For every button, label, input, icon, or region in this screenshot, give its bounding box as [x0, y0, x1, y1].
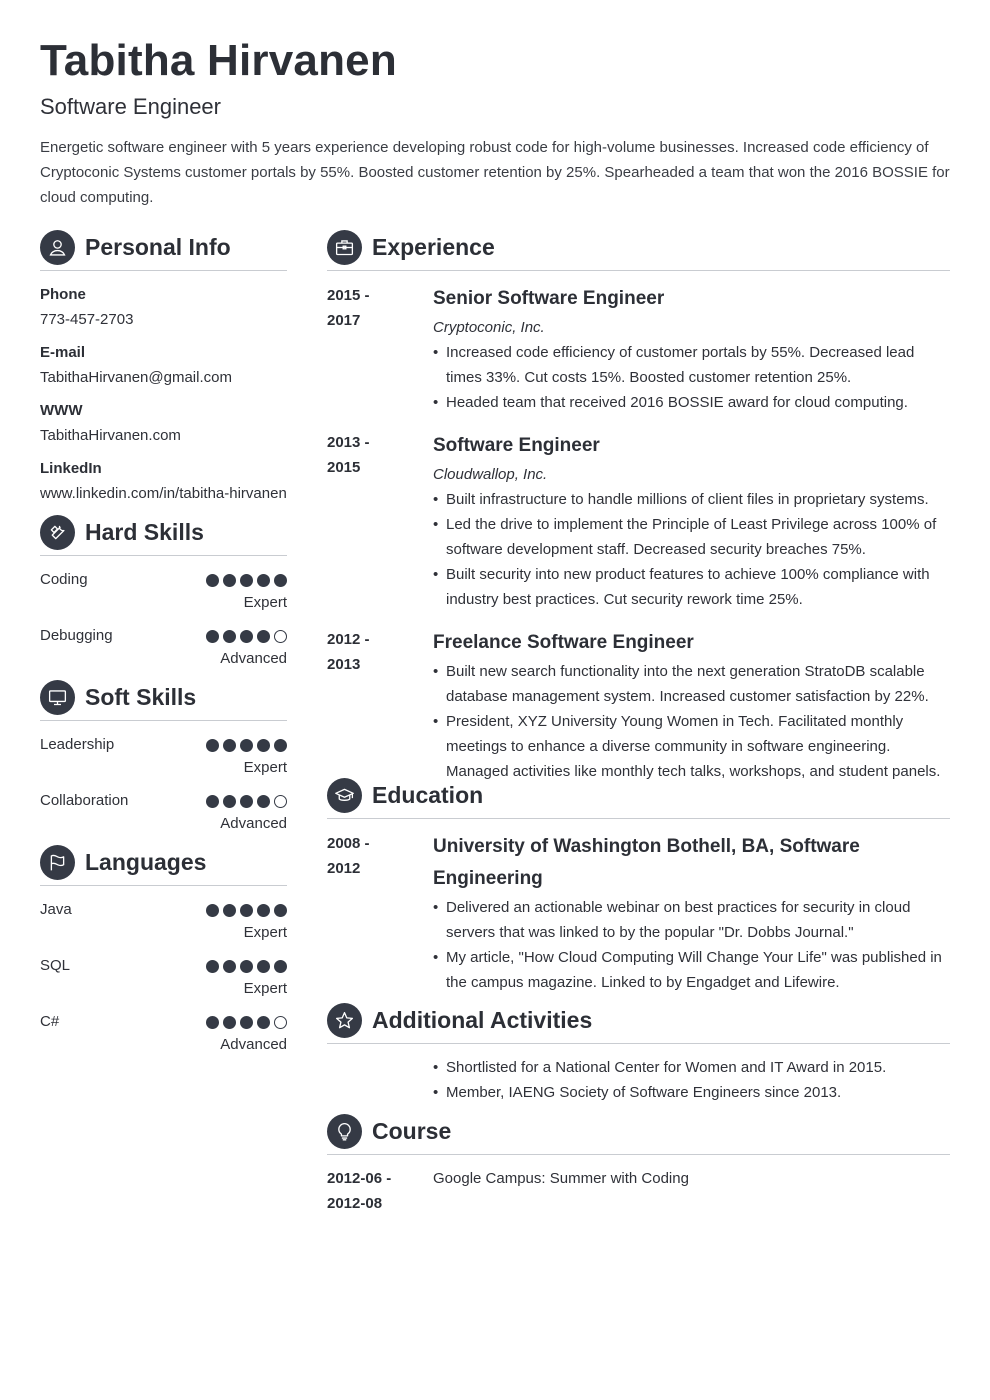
right-column	[327, 230, 950, 1212]
date-start: 2008 -	[327, 835, 370, 852]
experience-header	[327, 230, 950, 271]
info-item-www	[40, 398, 287, 456]
soft-skills-header	[40, 680, 287, 721]
info-item-linkedin	[40, 456, 287, 514]
graduation-cap-icon	[327, 778, 362, 813]
language-name: C#	[40, 1013, 60, 1030]
languages-section	[40, 845, 287, 1065]
rating-dot-filled	[206, 739, 219, 752]
entry-date	[327, 1166, 417, 1216]
bullet-item: • Shortlisted for a National Center for Women and IT Award in 2015.	[433, 1055, 950, 1080]
hard-skills-title: Hard Skills	[85, 519, 204, 545]
rating-dot-filled	[240, 904, 253, 917]
monitor-icon	[40, 680, 75, 715]
info-item-email	[40, 340, 287, 398]
tools-icon	[40, 515, 75, 550]
bullet-item: • My article, "How Cloud Computing Will Change Your Life" was published in the campus magazine. Linked to by Engadget and Lifewire.	[433, 945, 950, 995]
rating-dot-filled	[240, 574, 253, 587]
rating-dot-filled	[223, 574, 236, 587]
entry-date	[327, 283, 417, 333]
entry-date	[327, 831, 417, 881]
bullet-item: • President, XYZ University Young Women in Tech. Facilitated monthly meetings to enhance a diverse community in software engineering. Managed activities like monthly tech talks, workshops, and student panels.	[433, 709, 950, 784]
rating-dot-filled	[257, 795, 270, 808]
rating-dot-filled	[206, 574, 219, 587]
personal-info-section	[40, 230, 287, 514]
rating-dot-filled	[240, 739, 253, 752]
date-start: 2013 -	[327, 434, 370, 451]
email-value: TabithaHirvanen@gmail.com	[40, 369, 232, 386]
education-title: Education	[372, 782, 484, 808]
language-level: Expert	[243, 924, 287, 941]
skill-name: Leadership	[40, 736, 115, 753]
course-section	[327, 1114, 950, 1212]
languages-header	[40, 845, 287, 886]
job-title: Senior Software Engineer	[433, 288, 665, 309]
rating-dot-filled	[257, 630, 270, 643]
star-icon	[327, 1003, 362, 1038]
course-name: Google Campus: Summer with Coding	[433, 1170, 689, 1187]
rating-dot-filled	[223, 795, 236, 808]
activities-title: Additional Activities	[372, 1007, 593, 1033]
language-rating	[206, 1016, 287, 1029]
rating-dot-filled	[223, 630, 236, 643]
info-label: WWW	[40, 402, 83, 419]
activities-section	[327, 1003, 950, 1105]
skill-name: Debugging	[40, 627, 113, 644]
date-start: 2015 -	[327, 287, 370, 304]
user-icon	[40, 230, 75, 265]
personal-info-header	[40, 230, 287, 271]
skill-row	[40, 567, 287, 623]
experience-entry	[327, 430, 950, 612]
education-entry	[327, 831, 950, 995]
skill-level: Advanced	[220, 650, 287, 667]
rating-dot-filled	[257, 739, 270, 752]
language-name: SQL	[40, 957, 71, 974]
course-header	[327, 1114, 950, 1155]
activities-entry	[327, 1055, 950, 1105]
course-title: Course	[372, 1118, 452, 1144]
course-entry	[327, 1166, 950, 1212]
rating-dot-filled	[206, 1016, 219, 1029]
bullet-item: • Increased code efficiency of customer portals by 55%. Decreased lead times 33%. Cut costs 15%. Boosted customer retention 25%.	[433, 340, 950, 390]
language-row	[40, 1009, 287, 1065]
rating-dot-filled	[206, 630, 219, 643]
language-row	[40, 953, 287, 1009]
rating-dot-empty	[274, 795, 287, 808]
briefcase-icon	[327, 230, 362, 265]
linkedin-value: www.linkedin.com/in/tabitha-hirvanen	[40, 485, 287, 502]
skill-row	[40, 788, 287, 844]
bullet-item: • Headed team that received 2016 BOSSIE award for cloud computing.	[433, 390, 950, 415]
skill-name: Collaboration	[40, 792, 129, 809]
language-name: Java	[40, 901, 72, 918]
hard-skills-section	[40, 515, 287, 679]
left-column	[40, 230, 287, 1053]
language-level: Expert	[243, 980, 287, 997]
rating-dot-filled	[223, 960, 236, 973]
rating-dot-filled	[257, 960, 270, 973]
rating-dot-filled	[240, 795, 253, 808]
rating-dot-filled	[257, 904, 270, 917]
language-level: Advanced	[220, 1036, 287, 1053]
rating-dot-filled	[223, 739, 236, 752]
language-row	[40, 897, 287, 953]
soft-skills-section	[40, 680, 287, 844]
bullet-item: • Delivered an actionable webinar on best practices for security in cloud servers that was linked to by the popular "Dr. Dobbs Journal."	[433, 895, 950, 945]
skill-rating	[206, 574, 287, 587]
flag-icon	[40, 845, 75, 880]
rating-dot-filled	[274, 739, 287, 752]
resume-job-title: Software Engineer	[40, 94, 221, 119]
date-end: 2012-08	[327, 1195, 383, 1212]
date-end: 2013	[327, 656, 361, 673]
date-end: 2012	[327, 860, 361, 877]
info-label: LinkedIn	[40, 460, 102, 477]
skill-rating	[206, 739, 287, 752]
rating-dot-filled	[240, 960, 253, 973]
experience-section	[327, 230, 950, 784]
experience-title: Experience	[372, 234, 495, 260]
education-header	[327, 778, 950, 819]
language-rating	[206, 960, 287, 973]
rating-dot-filled	[274, 574, 287, 587]
rating-dot-filled	[240, 1016, 253, 1029]
rating-dot-filled	[274, 904, 287, 917]
rating-dot-empty	[274, 1016, 287, 1029]
skill-rating	[206, 795, 287, 808]
resume-summary: Energetic software engineer with 5 years experience developing robust code for high-volume businesses. Increased code efficiency of Cryptoconic Systems customer portals by 55%. Boosted customer retention by 25%. Spearheaded a team that won the 2016 BOSSIE for cloud computing.	[40, 139, 950, 206]
languages-title: Languages	[85, 849, 207, 875]
info-item-phone	[40, 282, 287, 340]
date-end: 2017	[327, 312, 361, 329]
education-section	[327, 778, 950, 995]
resume-name: Tabitha Hirvanen	[40, 36, 397, 85]
bullet-item: • Led the drive to implement the Principle of Least Privilege across 100% of software development staff. Decreased security breaches 75%.	[433, 512, 950, 562]
bullet-item: • Member, IAENG Society of Software Engineers since 2013.	[433, 1080, 950, 1105]
website-value: TabithaHirvanen.com	[40, 427, 181, 444]
skill-level: Expert	[243, 594, 287, 611]
rating-dot-filled	[274, 960, 287, 973]
entry-date	[327, 430, 417, 480]
experience-entry	[327, 283, 950, 415]
bullet-item: • Built new search functionality into the next generation StratoDB scalable database management system. Increased customer satisfaction by 22%.	[433, 659, 950, 709]
skill-name: Coding	[40, 571, 88, 588]
lightbulb-icon	[327, 1114, 362, 1149]
skill-level: Expert	[243, 759, 287, 776]
skill-row	[40, 732, 287, 788]
skill-rating	[206, 630, 287, 643]
language-rating	[206, 904, 287, 917]
info-label: E-mail	[40, 344, 86, 361]
date-start: 2012 -	[327, 631, 370, 648]
job-title: Software Engineer	[433, 435, 600, 456]
rating-dot-filled	[206, 795, 219, 808]
rating-dot-empty	[274, 630, 287, 643]
soft-skills-title: Soft Skills	[85, 684, 197, 710]
bullet-item: • Built security into new product features to achieve 100% compliance with industry best practices. Cut security rework time 25%.	[433, 562, 950, 612]
activities-header	[327, 1003, 950, 1044]
info-label: Phone	[40, 286, 86, 303]
personal-info-title: Personal Info	[85, 234, 231, 260]
rating-dot-filled	[240, 630, 253, 643]
skill-level: Advanced	[220, 815, 287, 832]
entry-date	[327, 627, 417, 677]
rating-dot-filled	[223, 1016, 236, 1029]
date-start: 2012-06 -	[327, 1170, 392, 1187]
date-end: 2015	[327, 459, 361, 476]
rating-dot-filled	[223, 904, 236, 917]
degree-title: University of Washington Bothell, BA, Software Engineering	[433, 836, 860, 889]
skill-row	[40, 623, 287, 679]
rating-dot-filled	[257, 1016, 270, 1029]
rating-dot-filled	[206, 904, 219, 917]
company-name: Cryptoconic, Inc.	[433, 319, 545, 336]
bullet-item: • Built infrastructure to handle millions of client files in proprietary systems.	[433, 487, 950, 512]
rating-dot-filled	[257, 574, 270, 587]
rating-dot-filled	[206, 960, 219, 973]
hard-skills-header	[40, 515, 287, 556]
job-title: Freelance Software Engineer	[433, 632, 694, 653]
experience-entry	[327, 627, 950, 784]
phone-value: 773-457-2703	[40, 311, 134, 328]
company-name: Cloudwallop, Inc.	[433, 466, 548, 483]
